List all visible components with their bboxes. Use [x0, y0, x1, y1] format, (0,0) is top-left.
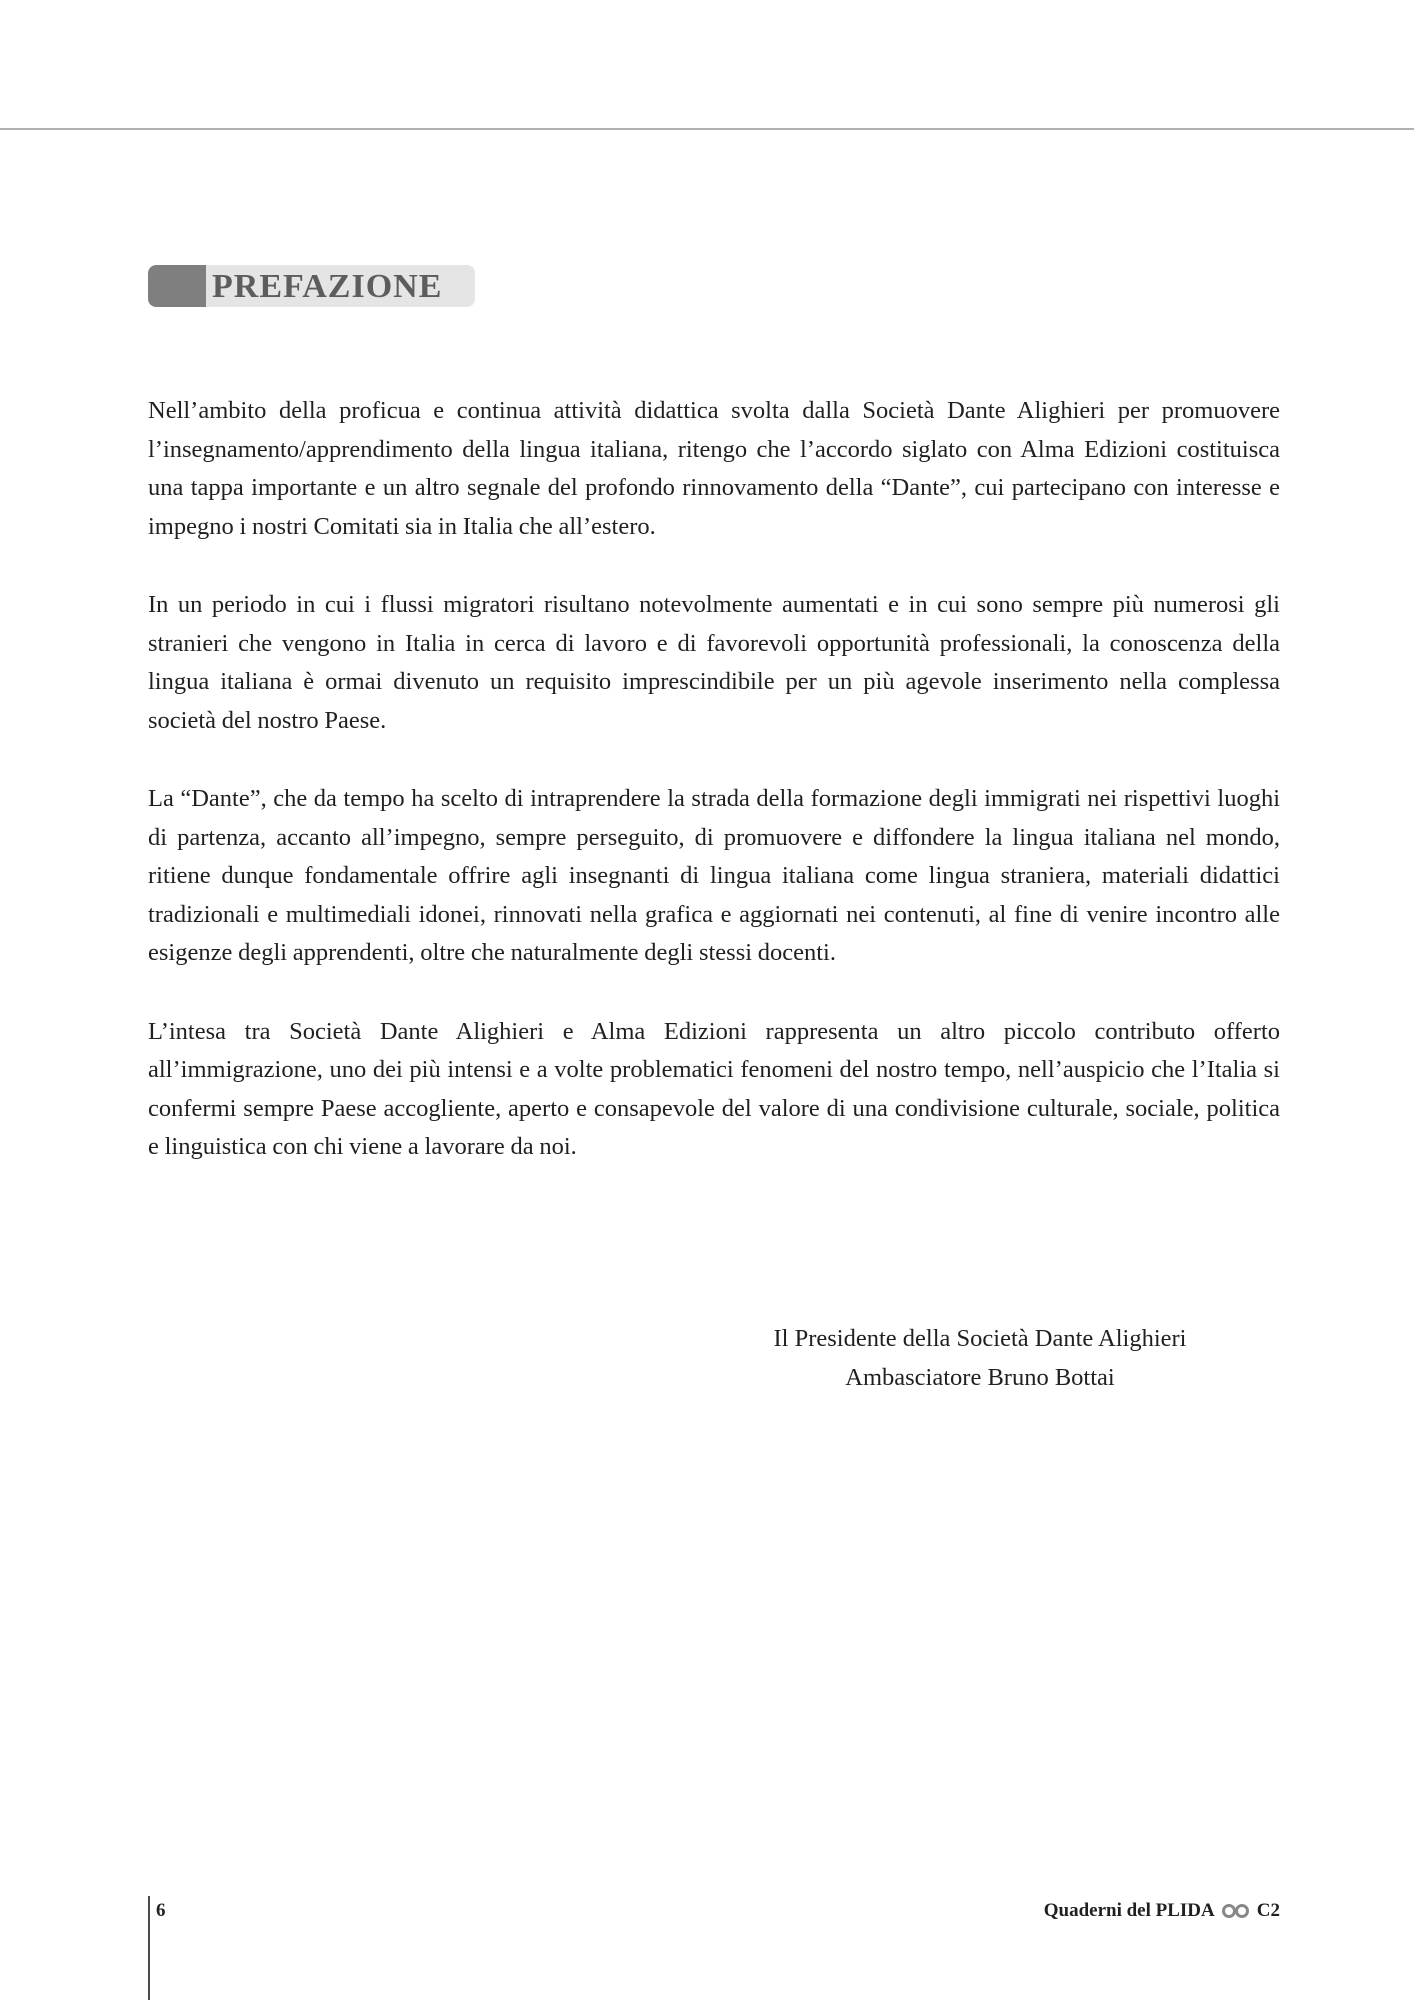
- plida-logo-icon: [1222, 1904, 1250, 1918]
- preface-body: [148, 392, 1280, 1207]
- paragraph-3: La “Dante”, che da tempo ha scelto di intraprendere la strada della formazione degli immigrati nei rispettivi luoghi di partenza, accanto all’impegno, sempre perseguito, di promuovere e diffondere la lingua italiana nel mondo, ritiene dunque fondamentale offrire agli insegnanti di lingua italiana come lingua straniera, materiali didattici tradizionali e multimediali idonei, rinnovati nella grafica e aggiornati nei contenuti, al fine di venire incontro alle esigenze degli apprendenti, oltre che naturalmente degli stessi docenti.: [148, 785, 1280, 966]
- footer-rule: [148, 1896, 150, 2000]
- signature-block: [700, 1320, 1260, 1397]
- series-title: Quaderni del PLIDA: [1043, 1900, 1215, 1921]
- paragraph-2: In un periodo in cui i flussi migratori risultano notevolmente aumentati e in cui sono sempre più numerosi gli stranieri che vengono in Italia in cerca di lavoro e di favorevoli opportunità professionali, la conoscenza della lingua italiana è ormai divenuto un requisito imprescindibile per un più agevole inserimento nella complessa società del nostro Paese.: [148, 591, 1280, 734]
- paragraph-1: Nell’ambito della proficua e continua attività didattica svolta dalla Società Dante Alighieri per promuovere l’insegnamento/apprendimento della lingua italiana, ritengo che l’accordo siglato con Alma Edizioni costituisca una tappa importante e un altro segnale del profondo rinnovamento della “Dante”, cui partecipano con interesse e impegno i nostri Comitati sia in Italia che all’estero.: [148, 397, 1280, 540]
- level-label: C2: [1256, 1900, 1280, 1921]
- paragraph-4: L’intesa tra Società Dante Alighieri e Alma Edizioni rappresenta un altro piccolo contributo offerto all’immigrazione, uno dei più intensi e a volte problematici fenomeni del nostro tempo, nell’auspicio che l’Italia si confermi sempre Paese accogliente, aperto e consapevole del valore di una condivisione culturale, sociale, politica e linguistica con chi viene a lavorare da noi.: [148, 1017, 1280, 1160]
- signature-name: Ambasciatore Bruno Bottai: [845, 1363, 1115, 1391]
- heading-accent-tab: [148, 265, 206, 307]
- running-footer: [1044, 1900, 1280, 1922]
- header-rule: [0, 128, 1414, 130]
- section-heading-band: [148, 265, 475, 307]
- section-heading: PREFAZIONE: [212, 268, 443, 305]
- page-number: 6: [156, 1900, 166, 1921]
- signature-title: Il Presidente della Società Dante Alighieri: [773, 1325, 1187, 1352]
